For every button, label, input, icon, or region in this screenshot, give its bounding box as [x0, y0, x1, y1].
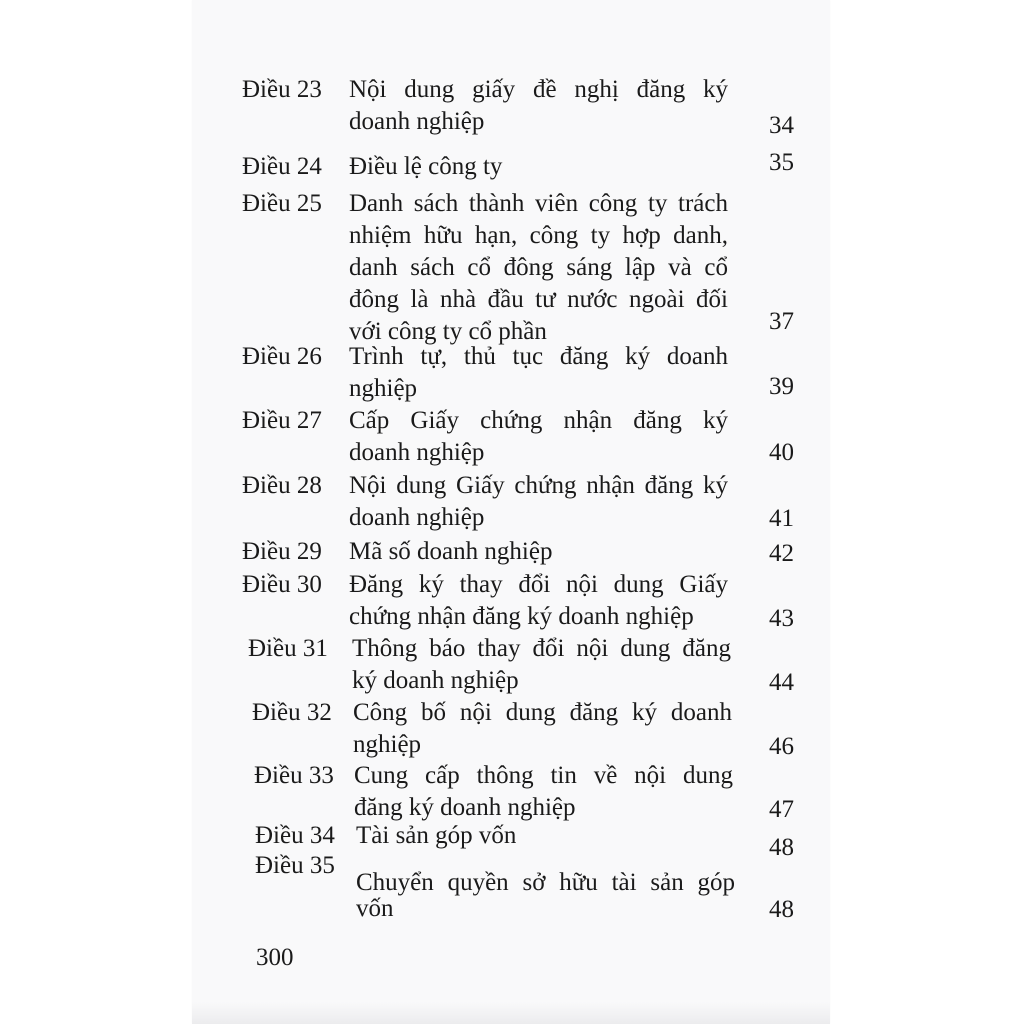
title-line: doanh nghiệp: [349, 108, 485, 135]
page-number: 44: [769, 669, 794, 696]
title-line: Tài sản góp vốn: [356, 822, 517, 849]
title-line: Công bố nội dung đăng ký doanh: [353, 699, 732, 726]
article-number: Điều 23: [242, 76, 322, 103]
page-folio-number: 300: [256, 944, 294, 971]
article-title: [353, 697, 732, 761]
title-line: Mã số doanh nghiệp: [349, 538, 553, 565]
article-title: [349, 188, 728, 348]
book-page: [192, 0, 830, 1024]
title-line: Đăng ký thay đổi nội dung Giấy: [349, 571, 728, 598]
article-number: Điều 25: [242, 190, 322, 217]
title-line: Điều lệ công ty: [349, 153, 503, 180]
page-number: 46: [769, 733, 794, 760]
page-number: 39: [769, 373, 794, 400]
title-line: danh sách cổ đông sáng lập và cổ: [349, 254, 728, 281]
title-line: Trình tự, thủ tục đăng ký doanh: [349, 343, 728, 370]
article-number: Điều 26: [242, 343, 322, 370]
page-number: 43: [769, 605, 794, 632]
article-title: [356, 820, 735, 852]
title-line: đăng ký doanh nghiệp: [354, 794, 576, 821]
title-line: với công ty cổ phần: [349, 318, 547, 345]
article-title: [349, 569, 728, 633]
title-line: doanh nghiệp: [349, 504, 485, 531]
title-line: Cấp Giấy chứng nhận đăng ký: [349, 407, 728, 434]
title-line: Nội dung Giấy chứng nhận đăng ký: [349, 472, 728, 499]
page-number: 34: [769, 112, 794, 139]
article-number: Điều 34: [255, 822, 335, 849]
title-line: Cung cấp thông tin về nội dung: [354, 762, 733, 789]
article-number: Điều 35: [255, 852, 335, 879]
page-number: 35: [769, 149, 794, 176]
article-title: [352, 633, 731, 697]
title-line: Chuyển quyền sở hữu tài sản góp: [356, 869, 735, 896]
page-number: 42: [769, 540, 794, 567]
article-title: [349, 405, 728, 469]
title-line: nghiệp: [349, 375, 418, 402]
title-line: Danh sách thành viên công ty trách: [349, 190, 728, 217]
article-title: [349, 74, 728, 138]
page-number: 48: [769, 834, 794, 861]
page-number: 47: [769, 796, 794, 823]
article-title: [349, 151, 728, 183]
article-number: Điều 24: [242, 153, 322, 180]
article-number: Điều 28: [242, 472, 322, 499]
page-bottom-edge: [192, 1002, 830, 1024]
title-line: đông là nhà đầu tư nước ngoài đối: [349, 286, 728, 313]
title-line: nghiệp: [353, 731, 422, 758]
page-number: 37: [769, 308, 794, 335]
title-line: nhiệm hữu hạn, công ty hợp danh,: [349, 222, 728, 249]
title-line: chứng nhận đăng ký doanh nghiệp: [349, 603, 694, 630]
article-number: Điều 31: [248, 635, 328, 662]
title-line: vốn: [356, 895, 394, 922]
article-number: Điều 32: [252, 699, 332, 726]
article-number: Điều 29: [242, 538, 322, 565]
article-number: Điều 30: [242, 571, 322, 598]
page-number: 48: [769, 896, 794, 923]
article-title: [354, 760, 733, 824]
article-number: Điều 27: [242, 407, 322, 434]
title-line: ký doanh nghiệp: [352, 667, 519, 694]
title-line: Nội dung giấy đề nghị đăng ký: [349, 76, 728, 103]
article-title: [349, 536, 728, 568]
title-line: Thông báo thay đổi nội dung đăng: [352, 635, 731, 662]
page-number: 41: [769, 505, 794, 532]
article-title: [349, 341, 728, 405]
article-title: [349, 470, 728, 534]
article-number: Điều 33: [254, 762, 334, 789]
title-line: doanh nghiệp: [349, 439, 485, 466]
article-title: [356, 870, 735, 922]
page-number: 40: [769, 439, 794, 466]
